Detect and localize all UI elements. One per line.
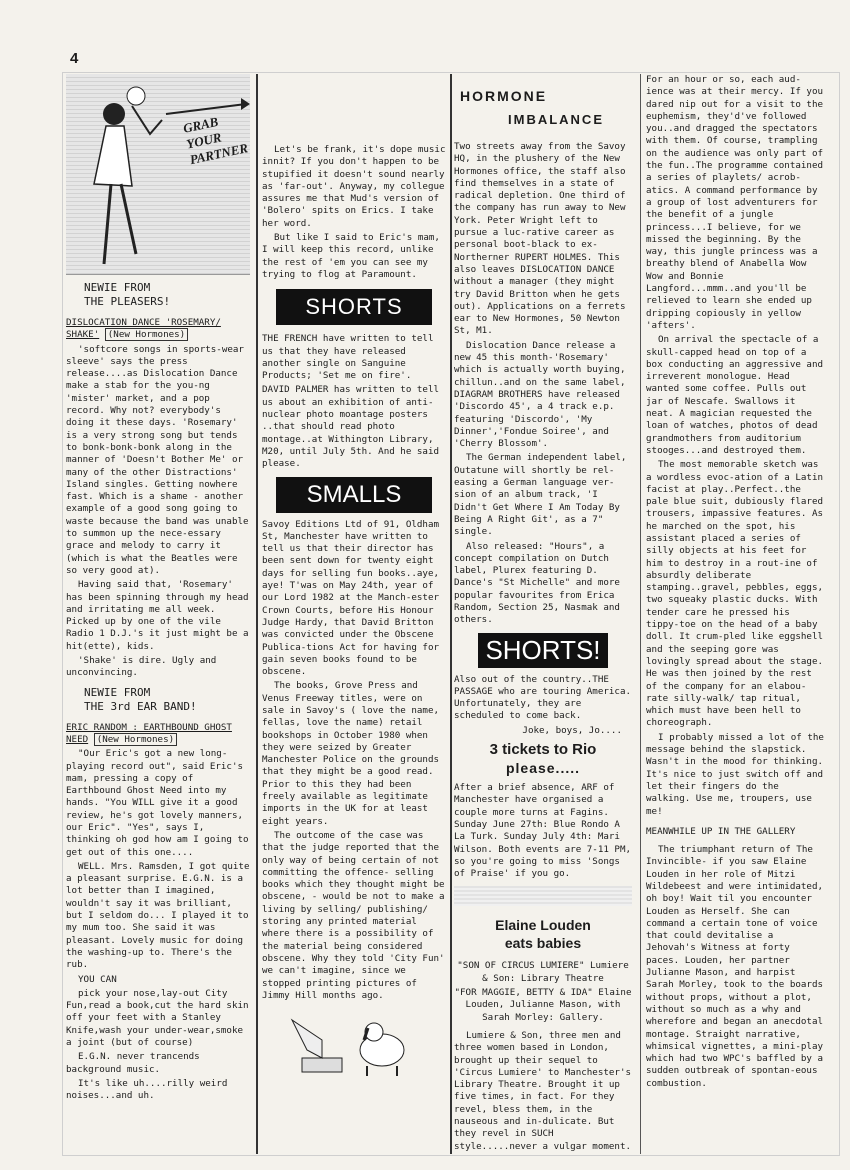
paragraph: YOU CAN	[78, 973, 117, 985]
column-4	[646, 74, 824, 1154]
paragraph: pick your nose,lay-out City Fun,read a book,cut the hard skin off your feet with a Stanley Knife,wash your under-wear,smoke a joint (but of course)	[66, 987, 249, 1049]
paragraph: Dislocation Dance release a new 45 this month-'Rosemary' which is actually worth buying, chillun..and on the same label, DIAGRAM BROTHERS have released 'Discordo 45', a 4 track e.p. featuring 'Discordo', 'My Dinner','Fondue Soiree', and 'Cherry Blossom'.	[454, 339, 626, 450]
paragraph: E.G.N. never trancends background music.	[66, 1051, 200, 1075]
hormone-heading: HORMONE	[460, 88, 548, 104]
shorts-header: SHORTS!	[478, 633, 608, 668]
paragraph: It's like uh....rilly weird noises...and uh.	[66, 1077, 228, 1102]
gramophone-dog-illustration	[282, 1010, 432, 1080]
paragraph: The triumphant return of The Invincible- if you saw Elaine Louden in her role of Mitzi Wildebeest and were intimidated, oh boy! Wait til you encounter Louden as Herself. She can command a certain tone of voice that could devitalise a Jehovah's Witness at forty paces. Louden, her partner Julianne Mason, and harpist Sarah Morley, took to the boards without props, without a plot, without so much as a why and wherefore and began an anecdotal montage. Straight narrative, whimsical vignettes, a mini-play which had two WPC's baffled by a sudden outbreak of spontan-eous combustion.	[646, 844, 824, 1089]
label-badge: (New Hormones)	[94, 733, 177, 746]
paragraph: Joke, boys, Jo....	[522, 724, 622, 736]
paragraph: For an hour or so, each aud-ience was at their mercy. If you dared nip out for a visit to the euphemism, they'd've followed you..and dragged the spectators with them. Of course, trampling on the audience was only part of the fun..The programme contained a series of playlets/ acrob-atics. A command performance by a group of lost adventurers for the benefit of a jungle princess...I believe, for we missed the beginning. By the way, this jungle princess was a breathy blend of Anabella Wow Wow and Bonnie Langford...mmm..and you'll be relieved to learn she ended up dripping copiously in yellow 'afters'.	[646, 74, 824, 331]
section-heading-3rd-ear	[84, 686, 250, 714]
gramophone-icon	[282, 1010, 432, 1080]
tickets-subheading: please.....	[505, 760, 581, 777]
heading-line: NEWIE FROM	[84, 281, 151, 294]
paragraph: The outcome of the case was that the judge reported that the only way of being certain of not committing the offence- selling books which they thought might be obscene, - would be not to make a living by selling/ publishing/ storing any printed material where there is a possibility of the material being considered obscene. Why they told 'City Fun' we can't imagine, since we stopped printing pictures of Jimmy Hill months ago.	[262, 829, 445, 1001]
dancing-couple-illustration	[66, 74, 250, 275]
heading-line: NEWIE FROM	[84, 685, 151, 699]
heading-line: THE 3rd EAR BAND!	[84, 699, 197, 713]
dancers-icon	[66, 74, 250, 274]
paragraph: Savoy Editions Ltd of 91, Oldham St, Manchester have written to tell us that their director has been sent down for twenty eight days for selling fun books..aye, aye! T'was on May 24th, year of our Lord 1982 at the Manch-ester Crown Courts, before His Honour Judge Hardy, that David Britton was convicted under the Obscene Publica-tions Act for having for gain seven books found to be obscene.	[262, 518, 440, 678]
paragraph: "Our Eric's got a new long-playing record out", said Eric's mam, pressing a copy of Earthbound Ghost Need into my hands. "You WILL give it a good review, he's got lovely manners, our Eric". "Yes", says I, thinking oh god how am I going to get out of this one....	[66, 748, 249, 858]
paragraph: THE FRENCH have written to tell us that they have released another single on Sanguine Products; 'Set me on fire'.	[262, 333, 434, 382]
paragraph: 'softcore songs in sports-wear sleeve' says the press release....as Dislocation Dance make a stab for the you-ng 'mister' market, and a pop record. Why not? everybody's doing it these days. 'Rosemary' is a very strong song but tends to bonk-bonk-bonk along in the manner of 'Doesn't Bother Me' or many of the other Distractions' Island singles. Getting nowhere fast. Which is a shame - another example of a good song going to waste because the band was unable to summon up the nece-essary grace and melody to carry it (which is what the Beatles were so very good at).	[66, 343, 249, 576]
credit: "SON OF CIRCUS LUMIERE" Lumiere & Son: Library Theatre	[457, 960, 629, 984]
paragraph: The books, Grove Press and Venus Freeway titles, were on sale in Savoy's ( love the name, fellas, love the name) retail bookshops in October 1980 when they were seized by Greater Manchester Police on the grounds that they might be a good read. Prior to this they had been freely available as legitimate imports in the UK for at least eight years.	[262, 680, 440, 827]
paragraph: After a brief absence, ARF of Manchester have organised a couple more turns at Fagins. Sunday June 27th: Blue Rondo A La Turk. Sunday July 4th: Mari Wilson. Both events are 7-11 PM, so you're going to miss 'Songs of Praise' if you go.	[454, 782, 632, 880]
column-2	[262, 74, 446, 1154]
spacer	[262, 74, 446, 144]
shorts-header: SHORTS	[276, 289, 432, 325]
paragraph: The most memorable sketch was a wordless evoc-ation of a Latin facist at play..Perfect..the pale blue suit, dubiously flared trousers, impassive features. As he marched on the spot, his assistant placed a series of silly objects at his feet for him to destroy in a rout-ine of absurdly deliberate stamping..gravel, pebbles, eggs, two squeaky plastic ducks. With tender care he pressed his tippy-toe on the head of a baby doll. It crum-pled like eggshell and the seeping gore was lovingly spread about the stage. He was then joined by the rest of the company for an elabou-rate silly-walk/ tap ritual, which must have been hell to choreograph.	[646, 459, 824, 729]
paragraph: Let's be frank, it's dope music innit? If you don't happen to be stupified it doesn't sound nearly as 'far-out'. Anyway, my collegue assures me that Mud's version of 'Bolero' spits on Erics. I take her word.	[262, 144, 446, 229]
paragraph: On arrival the spectacle of a skull-capped head on top of a box conducting an aggressive and irreverent monologue. Head wanted some coffee. Pulls out jar of Nescafe. Swallows it neat. A magician requested the loan of watches, photos of dead grandmothers from auditorium stooges...and destroyed them.	[646, 334, 824, 456]
paragraph: But like I said to Eric's mam, I will keep this record, unlike the rest of 'em you can see my trying to flog at Paramount.	[262, 232, 440, 280]
heading-line: eats babies	[504, 935, 582, 952]
credit: "FOR MAGGIE, BETTY & IDA" Elaine Louden, Julianne Mason, with Sarah Morley: Gallery.	[454, 987, 632, 1023]
column-rule	[256, 74, 258, 1154]
review-title-text: ERIC RANDOM : EARTHBOUND GHOST NEED	[66, 721, 232, 745]
heading-line: Elaine Louden	[495, 917, 591, 934]
column-rule	[640, 74, 641, 1154]
page-number: 4	[70, 50, 79, 67]
paragraph: I probably missed a lot of the message behind the slapstick. Wasn't in the mood for thinking. It's nice to just switch off and let their fingers do the walking. Use me, troupers, use me!	[646, 731, 824, 817]
paragraph: Also out of the country..THE PASSAGE who are touring America. Unfortunately, they are scheduled to come back.	[454, 673, 632, 722]
paragraph: WELL. Mrs. Ramsden, I got quite a pleasant surprise. E.G.N. is a lot better than I imagined, wouldn't say it was brilliant, but I seldom do... I played it to my mum too. She said it was pleasant. Lovely music for doing the washing-up to. There's the rub.	[66, 860, 250, 971]
label-badge: (New Hormones)	[105, 328, 188, 341]
paragraph: Lumiere & Son, three men and three women based in London, brought up their sequel to 'Circus Lumiere' to Manchester's Library Theatre. Brought it up five times, in fact. For they revel, bless them, in the nauseous and in-dulicate. But they revel in SUCH style.....never a vulgar moment.	[454, 1029, 632, 1152]
column-1	[66, 74, 250, 1154]
elaine-heading	[454, 916, 632, 952]
tone-band	[454, 886, 632, 906]
paragraph: Two streets away from the Savoy HQ, in the plushery of the New Hormones office, the staff also find themselves in a state of radical depletion. One third of the company has run away to New York. Peter Wright left to pursue a luc-rative career as personal boot-black to ex-Northerner RUPERT HOLMES. This also leaves DISLOCATION DANCE without a manager (they might try David Britton when he gets out). Applications on a ferrets ear to New Hormones, 50 Newton St, M1.	[454, 141, 626, 337]
heading-line: THE PLEASERS!	[84, 295, 171, 308]
paragraph: 'Shake' is dire. Ugly and unconvincing.	[66, 655, 217, 679]
column-3	[454, 74, 632, 1154]
review-title-text: DISLOCATION DANCE 'ROSEMARY/ SHAKE'	[66, 317, 221, 341]
paragraph: Also released: "Hours", a concept compilation on Dutch label, Plurex featuring D. Dance's "St Michelle" and more popular favourites from Erica Random, Section 25, Nasmak and others.	[454, 540, 620, 626]
smalls-header: SMALLS	[276, 477, 432, 513]
banner-title: GRAB YOUR PARTNER	[181, 113, 250, 168]
column-rule	[450, 74, 452, 1154]
imbalance-heading: IMBALANCE	[508, 112, 604, 127]
review-title	[66, 317, 250, 342]
paragraph: DAVID PALMER has written to tell us about an exhibition of anti-nuclear photo moantage posters ..that should read photo montage..at Withington Library, M20, until July 5th. And he said please.	[262, 384, 440, 470]
section-heading-pleasers	[84, 281, 250, 309]
paragraph: The German independent label, Outatune will shortly be rel-easing a German language ver-sion of an album track, 'I Didn't Get Where I Am Today By Being A Right Git', as a 7" single.	[454, 452, 627, 538]
tickets-heading: 3 tickets to Rio	[489, 741, 597, 759]
paragraph: Having said that, 'Rosemary' has been spinning through my head and irritating me all week. Picked up by one of the vile Radio 1 D.J.'s it just might be a hit(ette), kids.	[66, 579, 249, 652]
gallery-heading: MEANWHILE UP IN THE GALLERY	[646, 825, 796, 837]
review-title	[66, 722, 250, 747]
